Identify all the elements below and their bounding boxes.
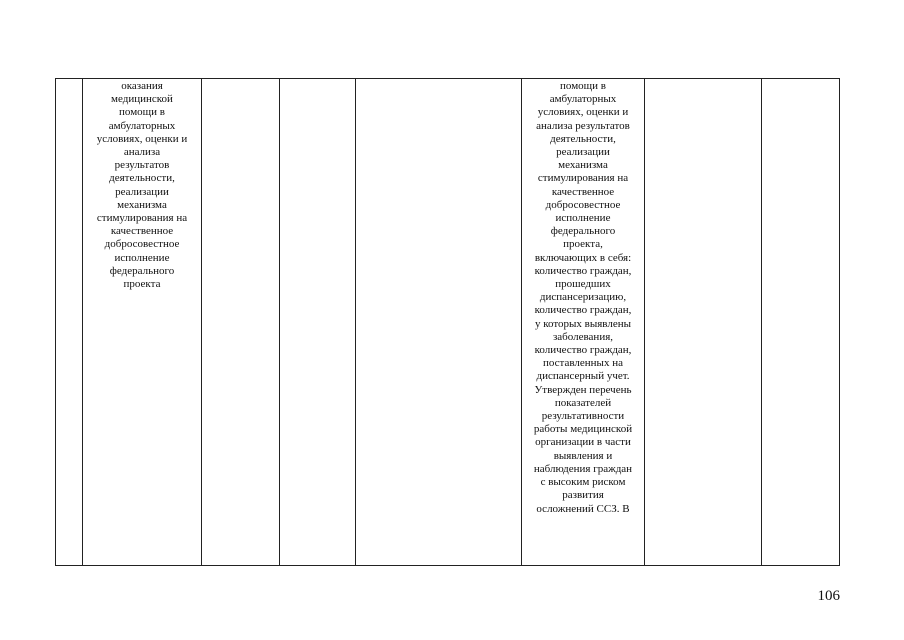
document-table <box>55 78 840 566</box>
table-cell-col-2: оказания медицинской помощи в амбулаторных условиях, оценки и анализа результатов деятельности, реализации механизма стимулирования на качественное добросовестное исполнение федерального проекта <box>83 79 202 566</box>
table-row <box>56 79 840 566</box>
table-cell-col-6: помощи в амбулаторных условиях, оценки и анализа результатов деятельности, реализации механизма стимулирования на качественное добросовестное исполнение федерального проекта, включающих в себя: количество граждан, прошедших диспансеризацию, количество граждан, у которых выявлены заболевания, количество граждан, поставленных на диспансерный учет. Утвержден перечень показателей результативности работы медицинской организации в части выявления и наблюдения граждан с высоким риском развития осложнений ССЗ. В <box>522 79 645 566</box>
page-number: 106 <box>817 588 840 604</box>
table-cell-col-8 <box>762 79 840 566</box>
table-cell-col-7 <box>645 79 762 566</box>
table-cell-col-4 <box>280 79 356 566</box>
table-cell-col-5 <box>356 79 522 566</box>
table-cell-col-3 <box>202 79 280 566</box>
table-cell-col-1 <box>56 79 83 566</box>
